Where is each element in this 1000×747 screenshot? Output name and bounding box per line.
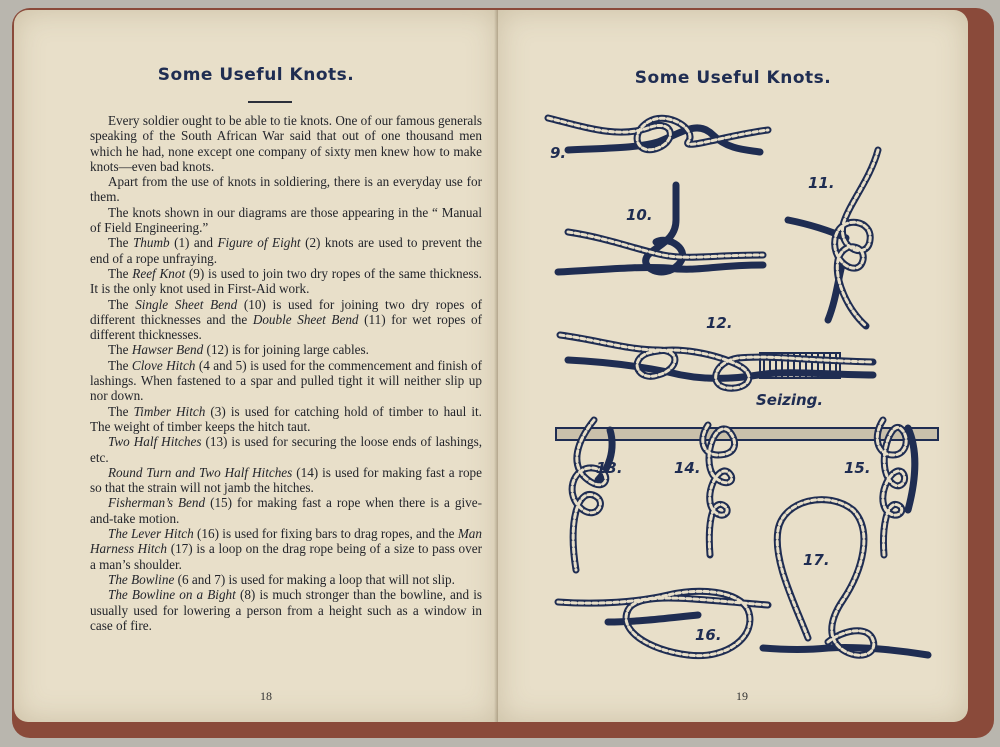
text-run: (4 and 5) is used for the commencement and finish of lashings. When fastened to a spar and pulled tight it will neither slip up nor down. [90, 357, 482, 404]
knot-14-label: 14. [674, 459, 701, 477]
paragraph [90, 342, 482, 357]
title-divider [248, 101, 292, 103]
paragraph [90, 266, 482, 297]
spar-diagram [556, 420, 938, 570]
knot-name: Two Half Hitches [108, 434, 202, 450]
knot-name: Double Sheet Bend [252, 311, 359, 327]
paragraph [90, 113, 482, 174]
text-run: The [108, 342, 132, 358]
knot-name: Reef Knot [132, 265, 186, 281]
text-run: (10) is used for joining two dry ropes of different thicknesses and the [90, 296, 482, 327]
text-run: (12) is for joining large cables. [203, 342, 369, 358]
knot-12-diagram [560, 314, 873, 409]
text-run: (6 and 7) is used for making a loop that will not slip. [174, 571, 455, 587]
text-run: (2) knots are used to prevent the end of a rope unfraying. [90, 235, 483, 266]
paragraph [90, 358, 482, 404]
text-run: (8) is much stronger than the bowline, and is usually used for lowering a person from a height such as a window in case of fire. [90, 587, 482, 633]
knot-10-label: 10. [626, 206, 653, 224]
knot-name: The Lever Hitch [108, 526, 194, 542]
page-number: 19 [736, 689, 748, 703]
knot-name: Man Harness Hitch [90, 526, 482, 557]
knot-diagrams [498, 10, 968, 722]
knot-16-diagram [558, 591, 768, 655]
text-run: The [108, 265, 133, 281]
knot-17-diagram [763, 500, 928, 656]
text-run: (1) and [169, 235, 218, 251]
knot-17-label: 17. [803, 551, 830, 569]
text-run: The [108, 235, 133, 251]
text-run: (3) is used for catching hold of timber to haul it. The weight of timber keeps the hitch taut. [90, 403, 482, 434]
knot-name: Clove Hitch [131, 357, 196, 373]
paragraph [90, 587, 482, 633]
page-title: Some Useful Knots. [634, 68, 832, 88]
paragraph [90, 434, 482, 465]
text-run: The [108, 296, 136, 312]
knot-name: Fisherman’s Bend [108, 495, 206, 511]
knot-9-diagram [548, 118, 768, 162]
paragraph [90, 174, 482, 205]
text-run: The [108, 357, 132, 373]
paragraph [90, 572, 482, 587]
knot-name: The Bowline [108, 571, 175, 587]
paragraph [90, 205, 482, 236]
knot-name: The Bowline on a Bight [108, 587, 236, 603]
text-run: The knots shown in our diagrams are those appearing in the “ Manual of Field Engineering.” [90, 204, 482, 236]
paragraph [90, 465, 482, 496]
knot-10-diagram [558, 185, 763, 272]
paragraph [90, 235, 482, 266]
text-run: Apart from the use of knots in soldiering, there is an everyday use for them. [90, 174, 482, 205]
text-run: (17) is a loop on the drag rope being of a size to pass over a man’s shoulder. [90, 541, 482, 572]
paragraph [90, 526, 482, 572]
seizing-label: Seizing. [756, 391, 824, 409]
left-page [14, 10, 498, 722]
knot-name: Thumb [132, 235, 170, 251]
text-run: The [108, 403, 134, 419]
paragraph [90, 404, 482, 435]
knot-11-label: 11. [808, 174, 835, 192]
knot-name: Round Turn and Two Half Hitches [108, 464, 293, 480]
knot-name: Single Sheet Bend [135, 296, 238, 312]
knot-11-diagram [788, 150, 878, 326]
knot-name: Timber Hitch [133, 403, 206, 419]
paragraph [90, 495, 482, 526]
knot-13-label: 13. [596, 459, 623, 477]
text-run: (14) is used for making fast a rope so that the strain will not jamb the hitches. [90, 464, 482, 496]
text-run: (9) is used to join two dry ropes of the same thickness. It is the only knot used in First-Aid work. [90, 265, 482, 297]
text-run: Every soldier ought to be able to tie knots. One of our famous generals speaking of the South African War said that out of one thousand men which he had, none except one company of sixty men knew how to make knots—even bad knots. [90, 113, 482, 174]
text-run: (16) is used for fixing bars to drag ropes, and the [193, 526, 458, 542]
knot-9-label: 9. [550, 144, 567, 162]
text-run: (13) is used for securing the loose ends of lashings, etc. [90, 434, 482, 465]
knot-15-label: 15. [844, 459, 871, 477]
knot-name: Figure of Eight [217, 235, 301, 251]
right-page [498, 10, 968, 722]
body-text [90, 113, 482, 633]
knot-12-label: 12. [706, 314, 733, 332]
page-title: Some Useful Knots. [157, 65, 355, 85]
knot-name: Hawser Bend [131, 342, 204, 358]
paragraph [90, 297, 482, 343]
knot-16-label: 16. [695, 626, 722, 644]
page-number: 18 [260, 689, 272, 703]
text-run: (11) for wet ropes of different thicknesses. [90, 311, 483, 343]
text-run: (15) for making fast a rope when there is a give-and-take motion. [90, 495, 482, 526]
